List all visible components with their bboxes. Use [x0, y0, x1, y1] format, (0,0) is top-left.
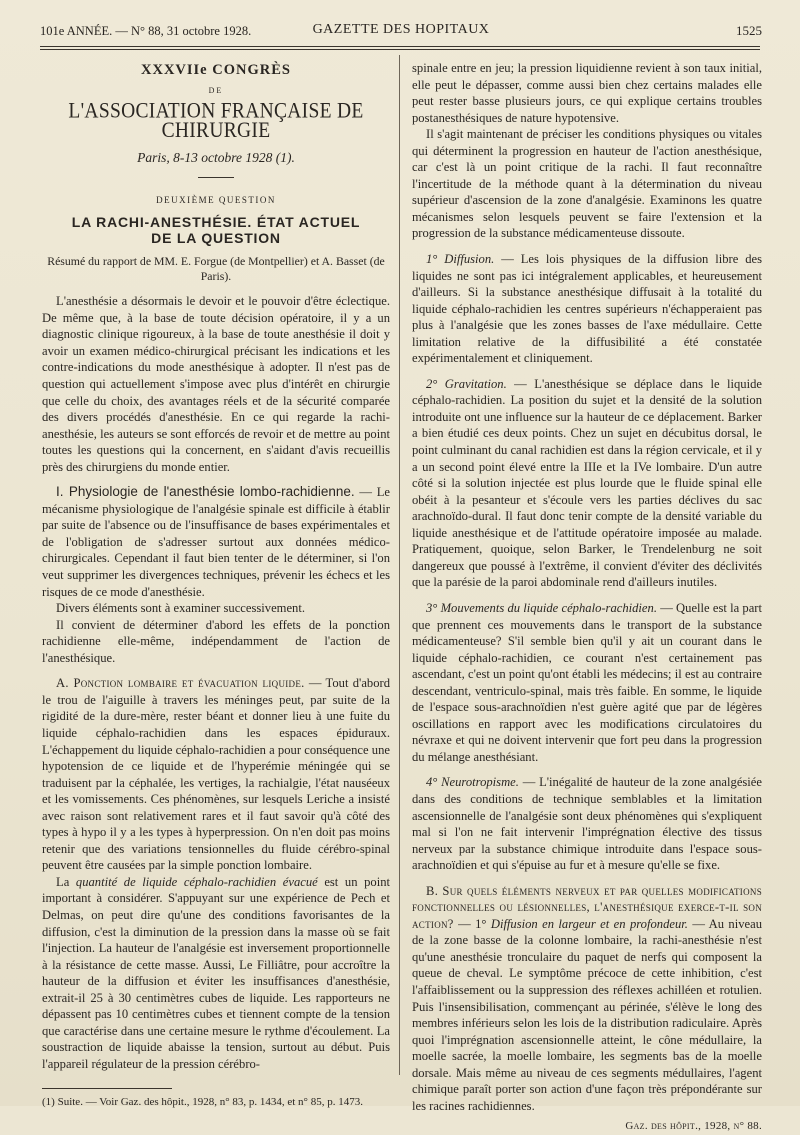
short-rule	[198, 177, 234, 178]
header-rule-double	[40, 49, 760, 50]
header-rule	[40, 46, 760, 47]
paragraph: 4° Neurotropisme. — L'inégalité de hauteur de la zone analgésiée dans des conditions de technique semblables et la limitation ascensionnelle de l'analgésie sont deux phénomènes qui s'expliquent mal si l'on ne fait intervenir l'imprégnation élective des tissus nerveux par la substance chimique introduite dans l'espace sous-arachnoïdien et qui s'épuise au fur et à mesure qu'elle se fixe.	[412, 775, 762, 873]
journal-title: GAZETTE DES HOPITAUX	[312, 22, 490, 37]
congress-de: DE	[208, 85, 224, 95]
question-label: DEUXIÈME QUESTION	[156, 194, 276, 205]
subsection-paragraph: A. Ponction lombaire et évacuation liquide. — Tout d'abord le trou de l'aiguille à travers les méninges peut, par suite de la rigidité de la dure-mère, rester béant et donner lieu à une fuite du liquide céphalo-rachidien dans les espaces épiduraux. L'échappement du liquide céphalo-rachidien a pour conséquence une hypotension de ce liquide et de l'hyperémie méningée qui se traduisent par la céphalée, les vertiges, la rachialgie, l'état nauséeux et les vomissements. Ces phénomènes, sur lesquels Leriche a insisté avec raison sont relativement rares et il faut savoir qu'à côté des types à hypo il y a les types à hyperpression. On n'en doit pas moins retenir que des variations tensionnelles du fluide cérébro-spinal peuvent être causées par la simple ponction lombaire.	[42, 676, 390, 873]
footnote-rule	[42, 1088, 172, 1089]
report-summary: Résumé du rapport de MM. E. Forgue (de Montpellier) et A. Basset (de Paris).	[47, 254, 385, 284]
congress-title: XXXVIIe CONGRÈS	[141, 62, 291, 78]
paragraph: spinale entre en jeu; la pression liquidienne revient à son taux initial, elle peut le dépasser, comme aussi bien chez certains malades elle peut rester basse plusieurs jours, ce qui explique certains troubles postanesthésiques de nature hypotensive.	[412, 61, 762, 125]
subsection-paragraph: B. Sur quels éléments nerveux et par quelles modifications fonctionnelles ou lésionnelles, l'anesthésique exerce-t-il son action? — 1° Diffusion en largeur et en profondeur. — Au niveau de la zone basse de la colonne lombaire, la rachi-anesthésie n'est qu'une anesthésie tronculaire du paquet de nerfs qui composent la queue de cheval. Le symptôme précoce de cette inhibition, c'est l'affaiblissement ou la suppression des réflexes achilléen et rotulien. Puis l'insensibilisation, commençant au périnée, s'élève le long des membres inférieurs selon les lois de la distribution radiculaire. Après quoi l'imprégnation ascensionnelle atteint, le cône médullaire, la moelle sacrée, la moelle lombaire, les segments bas de la moelle dorsale. Mais même au niveau de ces segments médullaires, l'agent chimique paraît porter son action d'une façon très prépondérante sur les racines rachidiennes.	[412, 883, 762, 1113]
subsection-heading: A. Ponction lombaire et évacuation liquide.	[56, 676, 305, 691]
paragraph: Il convient de déterminer d'abord les effets de la ponction rachidienne elle-même, indépendamment de l'action de l'anesthésique.	[42, 617, 390, 665]
paragraph: Il s'agit maintenant de préciser les conditions physiques ou vitales qui déterminent la progression en hauteur de l'action anesthésique, car c'est là un point critique de la rachi. Il faut reconnaître l'incertitude de la méthode quant à la détermination du niveau supérieur d'ascension de la zone d'analgésie. Examinons les quatre mécanismes selon lesquels peuvent se faire l'extension et la progression de la substance médicamenteuse dissoute.	[412, 127, 762, 241]
paragraph: 3° Mouvements du liquide céphalo-rachidien. — Quelle est la part que prennent ces mouvements dans le transport de la substance médicamenteuse? S'il semble bien qu'il y ait un courant dans le liquide céphalo-rachidien, ce courant n'est certainement pas ascendant, c'est un point qu'ont établi les médecins; il est au contraire descendant, ventriculo-spinal, mais très faible. En somme, le liquide de l'espace sous-arachnoïdien n'est guère agité que par de légères oscillations en rapport avec les modifications circulatoires du névraxe et qui ne doivent intervenir que fort peu dans la progression du mélange anesthésiant.	[412, 600, 762, 764]
article-title	[42, 214, 390, 246]
article-title-line2: DE LA QUESTION	[151, 230, 281, 247]
page-number: 1525	[736, 23, 762, 38]
section-heading: I. Physiologie de l'anesthésie lombo-rachidienne.	[56, 484, 355, 500]
paragraph: L'anesthésie a désormais le devoir et le pouvoir d'être éclectique. De même que, à la base de toute décision opératoire, il y a un diagnostic clinique rigoureux, à la base de toute anesthésie il doit y avoir un examen médico-chirurgical précisant les indications et les contre-indications du mode anesthésique à adopter. Il n'est pas de question qui actuellement s'impose avec plus d'intérêt en chirurgie que celle du choix, des avantages réels et de la sécurité comparée des divers procédés d'anesthésie. En ce qui regarde la rachi-anesthésie, les auteurs se sont efforcés de revoir et de mettre au point toutes les questions qui la concernent, en s'aidant d'avis recueillis près des chirurgiens du monde entier.	[42, 294, 390, 474]
citation-signature: Gaz. des hôpit., 1928, n° 88.	[625, 1120, 762, 1133]
congress-place: Paris, 8-13 octobre 1928 (1).	[137, 150, 295, 166]
page-header	[40, 18, 762, 44]
paragraph: 2° Gravitation. — L'anesthésique se déplace dans le liquide céphalo-rachidien. La position du sujet et la densité de la solution introduite ont une influence sur la hauteur de ce déplacement. Barker a bien étudié ces deux points. Chez un sujet en décubitus dorsal, le point culminant du canal rachidien est dans la région cervicale, et il y a un second point élevé entre la IIIe et la IVe lombaire. D'un autre côté si la solution injectée est plus lourde que le fluide spinal elle obéit à la pesanteur et s'écoule vers les parties déclives du sac arachnoïdo-dural. Il faut donc tenir compte de la densité variable du liquide anesthésique et de l'attitude opératoire imposée au malade. Pratiquement, quoique, selon Barker, le Trendelenburg ne soit dangereux que poussé à l'extrême, il convient d'éviter des déclivités que la parésie de la paroi abdominale rend d'ailleurs inutiles.	[412, 376, 762, 590]
paragraph: La quantité de liquide céphalo-rachidien évacué est un point important à considérer. S'appuyant sur une expérience de Pech et Delmas, on peut dire qu'une des conditions favorisantes de la diffusion, c'est la diminution de la pression dans la masse où se fait l'injection. La hauteur de l'analgésie est inversement proportionnelle à la résistance de cette masse. Aussi, Le Filliâtre, pour accroître la hauteur de la diffusion et éviter les insuffisances d'anesthésie, extrait-il 25 à 30 centimètres cubes de liquide. Les rapporteurs ne dépassent pas 10 centimètres cubes et tiennent compte de la tension que caractérise dans une certaine mesure le rythme d'écoulement. La soustraction de liquide abaisse la tension, surtout au début. Puis l'appareil régulateur de la pression cérébro-	[42, 874, 390, 1071]
column-divider	[399, 55, 400, 1075]
article-title-line1: LA RACHI-ANESTHÉSIE. ÉTAT ACTUEL	[71, 214, 361, 231]
association-title: L'ASSOCIATION FRANÇAISE DE CHIRURGIE	[68, 99, 364, 143]
left-column	[42, 60, 390, 1109]
right-column	[412, 60, 762, 1135]
paragraph: Divers éléments sont à examiner successivement.	[56, 601, 305, 616]
footnote: (1) Suite. — Voir Gaz. des hôpit., 1928, n° 83, p. 1434, et n° 85, p. 1473.	[42, 1096, 363, 1109]
paragraph: 1° Diffusion. — Les lois physiques de la diffusion libre des liquides ne sont pas ici intégralement applicables, et heureusement d'ailleurs. Si la substance anesthésique diffusait à la totalité du liquide céphalo-rachidien les centres supérieurs n'échapperaient pas plus à l'analgésie que les zones basses de l'axe médullaire. Cette limitation relative de la diffusibilité a été constatée expérimentalement et cliniquement.	[412, 252, 763, 366]
subsection-heading: B. Sur quels éléments nerveux et par quelles modifications fonctionnelles ou lésionnelles, l'anesthésique exerce-t-il son action?	[412, 883, 762, 931]
issue-info: 101e ANNÉE. — N° 88, 31 octobre 1928.	[40, 24, 252, 38]
section-paragraph: I. Physiologie de l'anesthésie lombo-rachidienne. — Le mécanisme physiologique de l'analgésie spinale est difficile à établir par suite de l'absence ou de l'insuffisance de bases expérimentales et de l'obligation de s'adresser surtout aux données médico-chirurgicales. Cependant il faut bien tenter de le déterminer, si l'on veut supprimer les divergences techniques, prévenir les échecs et les risques de ce mode d'anesthésie.	[42, 484, 390, 599]
